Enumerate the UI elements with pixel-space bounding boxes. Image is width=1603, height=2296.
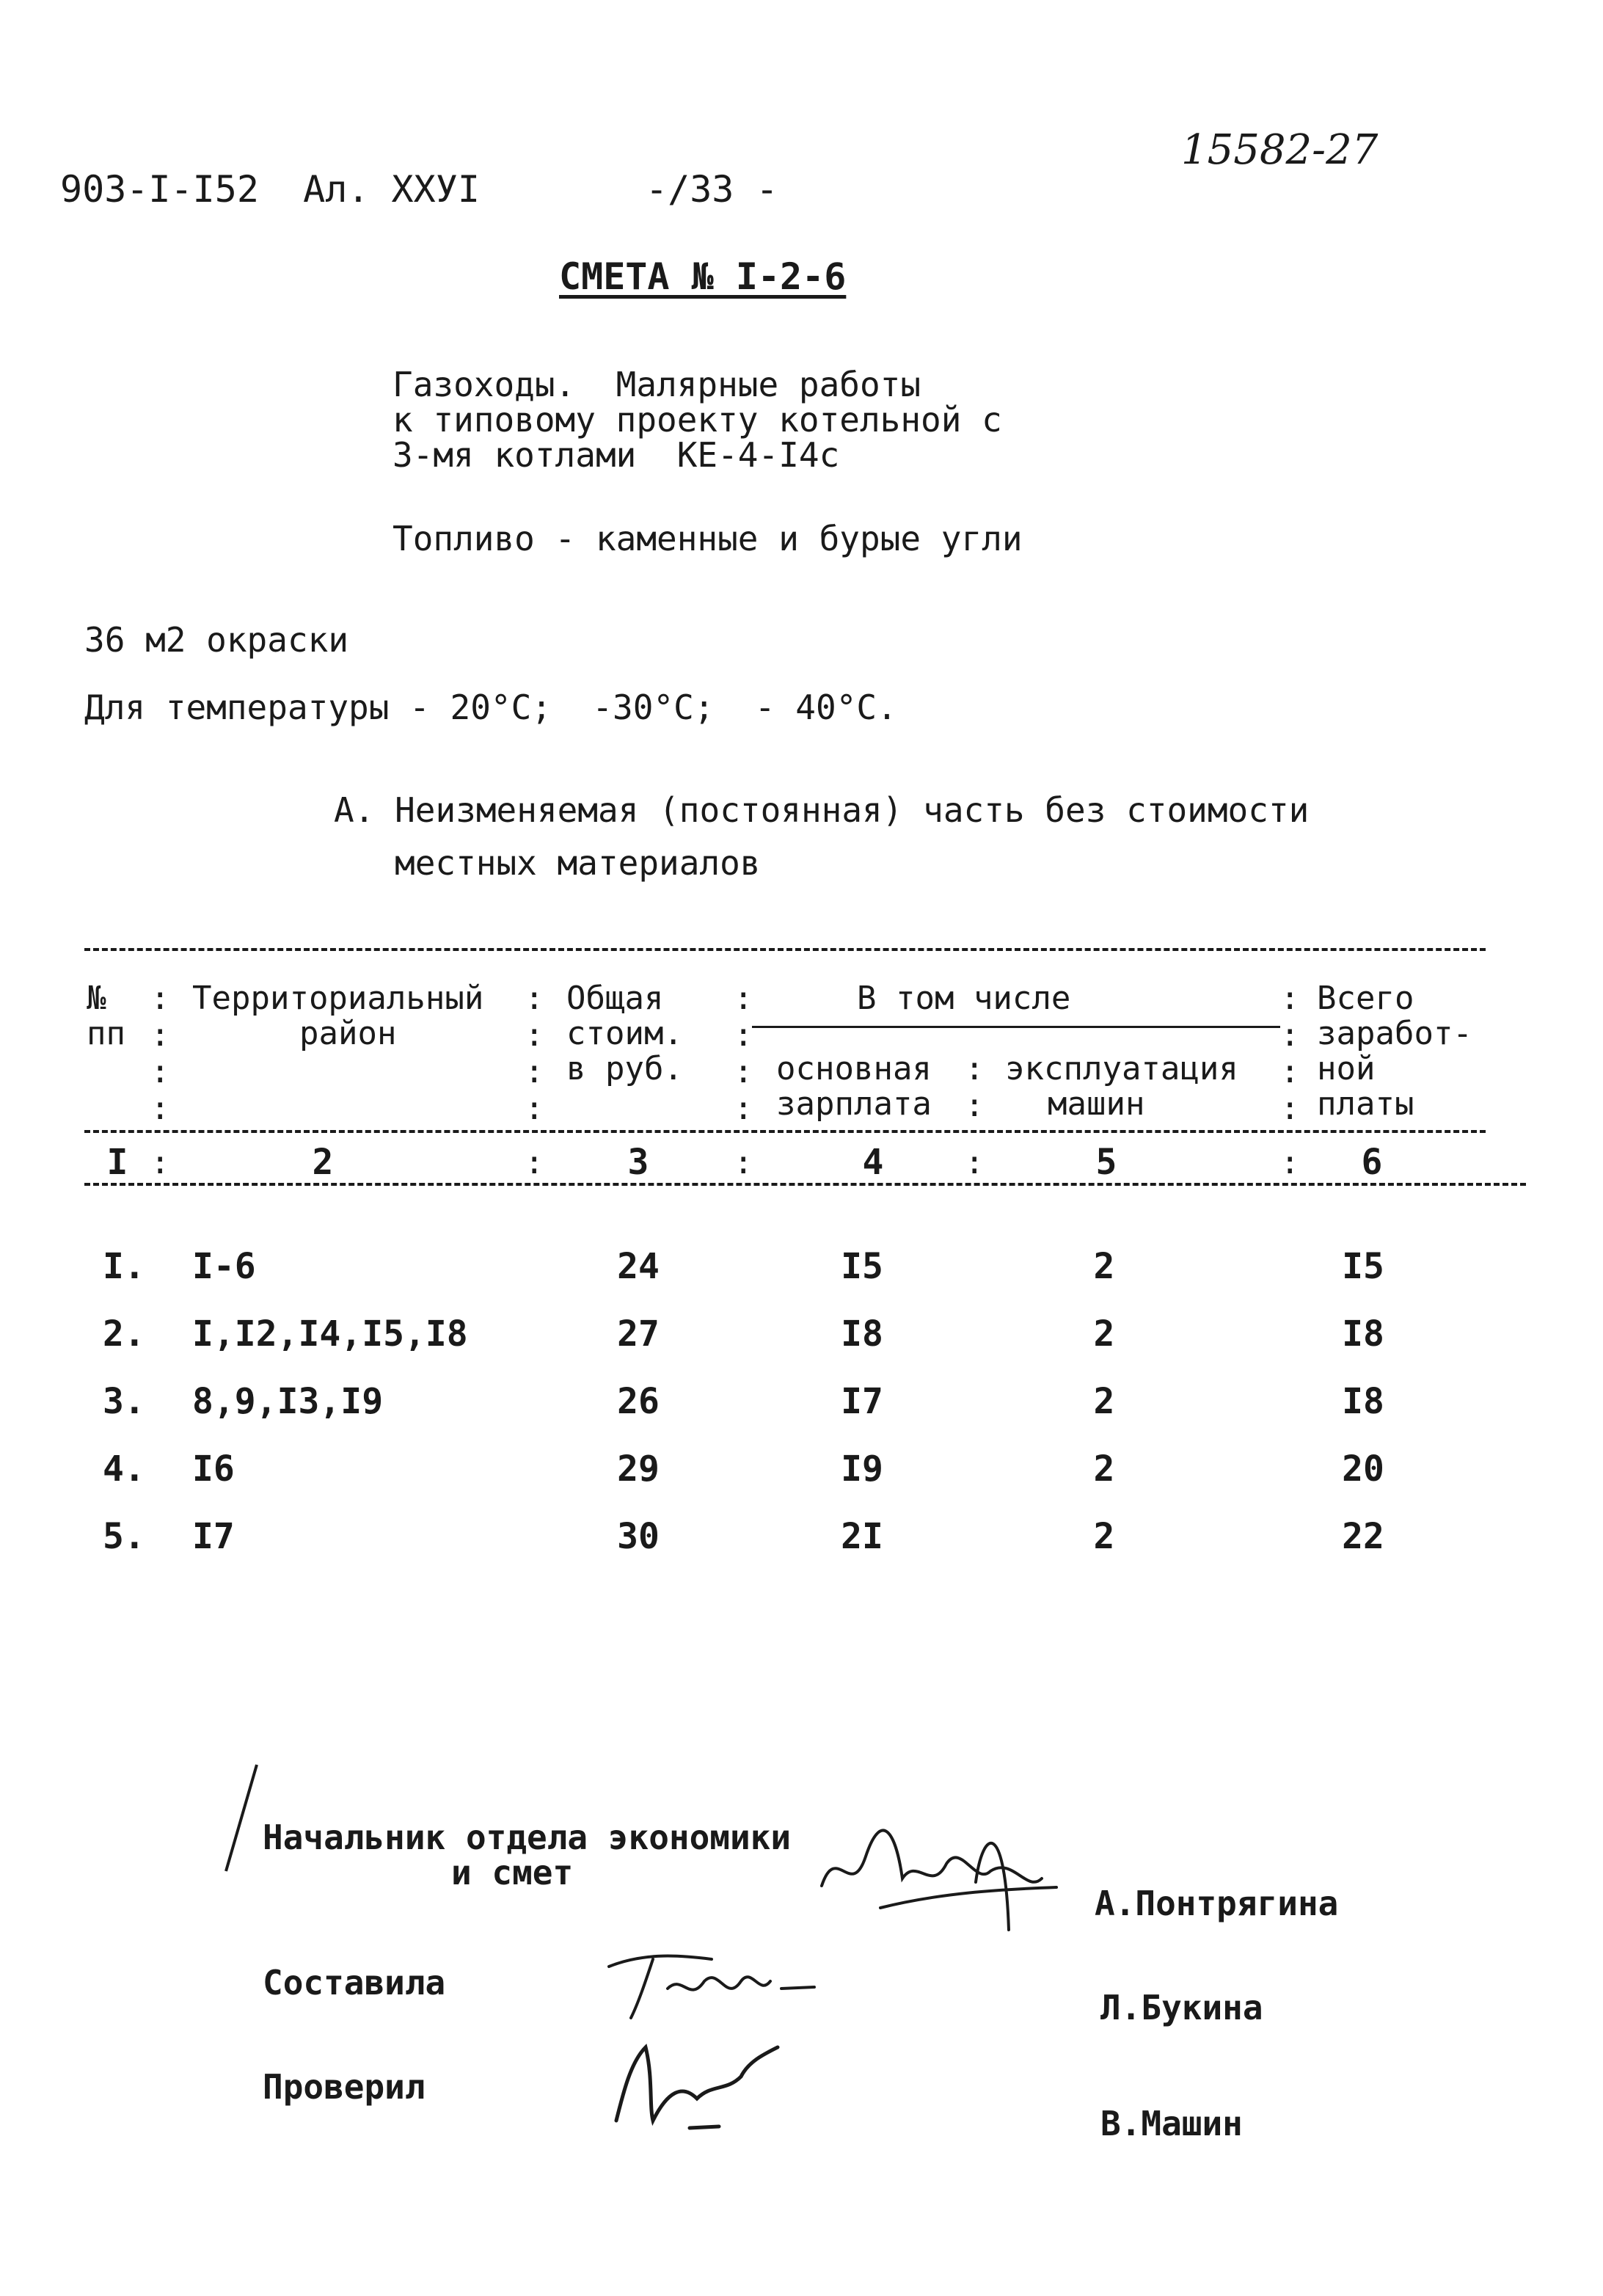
checked-name: В.Машин — [1100, 2104, 1243, 2143]
row-number: 5. — [103, 1516, 145, 1557]
row-total: 30 — [617, 1516, 660, 1557]
row-region: I6 — [192, 1448, 235, 1490]
row-total: 29 — [617, 1448, 660, 1490]
numbers-bottom-rule — [84, 1183, 1526, 1186]
header-col-4-line-2: зарплата — [776, 1085, 932, 1123]
column-separator: : — [525, 1144, 544, 1181]
column-number: 2 — [312, 1142, 334, 1183]
column-number: 3 — [627, 1142, 649, 1183]
subject-line-1: Газоходы. Малярные работы — [392, 365, 921, 404]
checked-label: Проверил — [263, 2067, 426, 2107]
margin-slash — [220, 1761, 264, 1878]
header-col-4-line-1: основная — [776, 1050, 932, 1087]
column-separator: : : : : — [734, 980, 753, 1127]
header-group-rule — [752, 1026, 1280, 1028]
row-number: 2. — [103, 1313, 145, 1355]
header-col-6-line-3: ной — [1317, 1050, 1376, 1087]
row-region: 8,9,I3,I9 — [192, 1381, 384, 1422]
subject-line-2: к типовому проекту котельной с — [392, 400, 1002, 440]
column-separator: : : : : — [525, 980, 544, 1127]
row-number: 4. — [103, 1448, 145, 1490]
row-salary: I5 — [841, 1246, 883, 1287]
head-label-line-1: Начальник отдела экономики — [263, 1818, 792, 1857]
archive-number: 15582-27 — [1181, 126, 1379, 174]
header-group-label: В том числе — [857, 980, 1071, 1017]
column-separator: : — [965, 1144, 985, 1181]
header-col-3-line-1: Общая — [566, 980, 664, 1017]
row-wage-total: I5 — [1342, 1246, 1384, 1287]
column-separator: : : — [965, 1050, 985, 1124]
row-salary: I8 — [841, 1313, 883, 1355]
header-col-6-line-4: платы — [1317, 1085, 1414, 1123]
row-machines: 2 — [1093, 1246, 1115, 1287]
row-region: I7 — [192, 1516, 235, 1557]
column-separator: : — [1280, 1144, 1300, 1181]
table-top-rule — [84, 948, 1486, 951]
page-number: -/33 - — [646, 168, 778, 211]
document-code: 903-I-I52 Ал. XXУI — [60, 168, 480, 211]
header-col-3-line-3: в руб. — [566, 1050, 683, 1087]
row-region: I,I2,I4,I5,I8 — [192, 1313, 468, 1355]
header-col-5-line-2: машин — [1048, 1085, 1145, 1123]
header-col-1-line-1: № — [87, 980, 106, 1017]
column-number: I — [106, 1142, 128, 1183]
section-heading-line-2: местных материалов — [395, 843, 761, 883]
header-col-1-line-2: пп — [87, 1015, 125, 1052]
compiled-handwritten-signature — [602, 1937, 851, 2033]
head-handwritten-signature — [807, 1812, 1071, 1937]
row-region: I-6 — [192, 1246, 256, 1287]
column-separator: : — [734, 1144, 753, 1181]
row-total: 24 — [617, 1246, 660, 1287]
temperature-line: Для температуры - 20°С; -30°С; - 40°С. — [84, 688, 897, 727]
header-col-2-line-2: район — [299, 1015, 397, 1052]
row-salary: I7 — [841, 1381, 883, 1422]
row-machines: 2 — [1093, 1313, 1115, 1355]
header-bottom-rule — [84, 1130, 1486, 1133]
header-col-5-line-1: эксплуатация — [1005, 1050, 1238, 1087]
row-total: 27 — [617, 1313, 660, 1355]
compiled-name: Л.Букина — [1100, 1988, 1263, 2027]
row-number: I. — [103, 1246, 145, 1287]
row-machines: 2 — [1093, 1381, 1115, 1422]
estimate-title: СМЕТА № I-2-6 — [559, 255, 847, 298]
checked-handwritten-signature — [602, 2033, 807, 2135]
fuel-line: Топливо - каменные и бурые угли — [392, 519, 1023, 558]
row-wage-total: I8 — [1342, 1313, 1384, 1355]
row-salary: 2I — [841, 1516, 883, 1557]
column-separator: : — [150, 1144, 170, 1181]
quantity-line: 36 м2 окраски — [84, 620, 349, 660]
row-salary: I9 — [841, 1448, 883, 1490]
head-label-line-2: и смет — [451, 1853, 574, 1892]
column-separator: : : : : — [150, 980, 170, 1127]
header-col-6-line-2: заработ- — [1317, 1015, 1472, 1052]
row-wage-total: 20 — [1342, 1448, 1384, 1490]
compiled-label: Составила — [263, 1963, 446, 2002]
header-col-6-line-1: Всего — [1317, 980, 1414, 1017]
row-machines: 2 — [1093, 1448, 1115, 1490]
head-name: А.Понтрягина — [1095, 1884, 1339, 1923]
row-wage-total: I8 — [1342, 1381, 1384, 1422]
header-col-3-line-2: стоим. — [566, 1015, 683, 1052]
column-separator: : : : : — [1280, 980, 1300, 1127]
column-number: 6 — [1361, 1142, 1383, 1183]
header-col-2-line-1: Территориальный — [192, 980, 484, 1017]
column-number: 4 — [862, 1142, 884, 1183]
row-number: 3. — [103, 1381, 145, 1422]
column-number: 5 — [1095, 1142, 1117, 1183]
row-wage-total: 22 — [1342, 1516, 1384, 1557]
row-machines: 2 — [1093, 1516, 1115, 1557]
subject-line-3: 3-мя котлами КЕ-4-I4с — [392, 435, 840, 475]
section-heading-line-1: А. Неизменяемая (постоянная) часть без стоимости — [334, 790, 1310, 830]
row-total: 26 — [617, 1381, 660, 1422]
